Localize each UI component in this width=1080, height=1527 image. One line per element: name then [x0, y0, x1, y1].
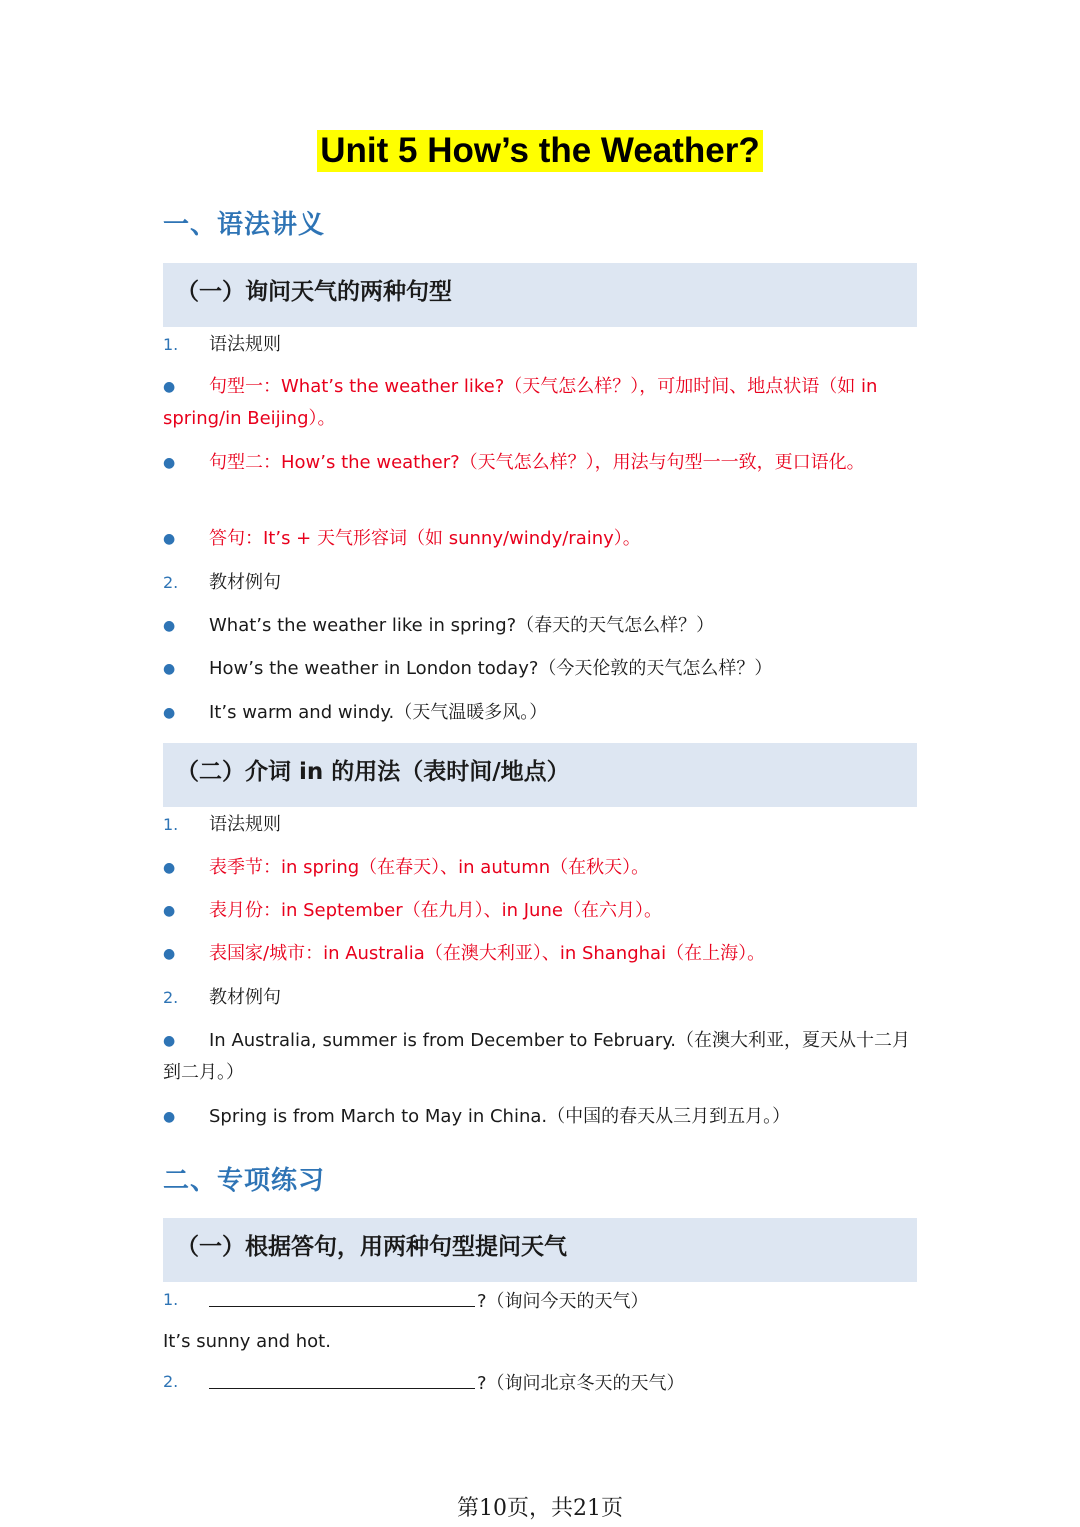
bullet-text: 句型一：What’s the weather like?（天气怎么样？），可加时间、地点状语（如 in spring/in Beijing）。 [163, 376, 878, 429]
list-number: 1. [163, 1290, 179, 1309]
bullet-icon: ● [163, 531, 176, 547]
list-item-examples [163, 567, 917, 599]
bullet-icon: ● [163, 1033, 176, 1049]
title-container [0, 130, 1080, 172]
bullet-icon: ● [163, 903, 176, 919]
bullet-item [163, 938, 917, 970]
bullet-text: Spring is from March to May in China.（中国的春天从三月到五月。） [209, 1106, 791, 1127]
list-item-rules [163, 329, 917, 361]
list-label: 语法规则 [209, 814, 281, 835]
subsection-heading-1: （一）询问天气的两种句型 [176, 279, 452, 305]
list-number: 2. [163, 573, 179, 592]
bullet-icon: ● [163, 618, 176, 634]
exercise-answer-1 [163, 1326, 917, 1358]
list-number: 2. [163, 1372, 179, 1391]
exercise-question-1 [163, 1284, 917, 1318]
list-number: 1. [163, 815, 179, 834]
page-title: Unit 5 How’s the Weather? [317, 130, 763, 172]
list-item-rules [163, 809, 917, 841]
bullet-icon: ● [163, 705, 176, 721]
list-label: 教材例句 [209, 572, 281, 593]
exercise-question-2 [163, 1366, 917, 1400]
bullet-text: 表国家/城市：in Australia（在澳大利亚）、in Shanghai（在上海）。 [209, 943, 766, 964]
subsection-heading-3: （一）根据答句，用两种句型提问天气 [176, 1234, 567, 1260]
bullet-icon: ● [163, 1109, 176, 1125]
list-item-examples [163, 982, 917, 1014]
bullet-text: It’s warm and windy.（天气温暖多风。） [209, 702, 548, 723]
list-number: 2. [163, 988, 179, 1007]
bullet-text: What’s the weather like in spring?（春天的天气怎么样？） [209, 615, 715, 636]
bullet-icon: ● [163, 661, 176, 677]
bullet-text: 答句：It’s + 天气形容词（如 sunny/windy/rainy）。 [209, 528, 641, 549]
bullet-item [163, 1101, 917, 1133]
bullet-icon: ● [163, 379, 176, 395]
bullet-item [163, 610, 917, 642]
bullet-text: 表季节：in spring（在春天）、in autumn（在秋天）。 [209, 857, 650, 878]
bullet-item [163, 447, 917, 479]
bullet-item [163, 371, 917, 435]
section-heading-practice: 二、专项练习 [163, 1166, 326, 1196]
bullet-icon: ● [163, 946, 176, 962]
question-hint: ?（询问今天的天气） [477, 1291, 649, 1312]
bullet-item [163, 523, 917, 555]
section-heading-grammar: 一、语法讲义 [163, 210, 326, 240]
bullet-icon: ● [163, 860, 176, 876]
list-label: 语法规则 [209, 334, 281, 355]
list-number: 1. [163, 335, 179, 354]
answer-blank-2[interactable] [209, 1366, 475, 1389]
question-hint: ?（询问北京冬天的天气） [477, 1373, 685, 1394]
bullet-icon: ● [163, 455, 176, 471]
page-footer: 第10页，共21页 [457, 1496, 623, 1521]
subsection-heading-2: （二）介词 in 的用法（表时间/地点） [176, 759, 570, 785]
answer-blank-1[interactable] [209, 1284, 475, 1307]
bullet-text: In Australia, summer is from December to February.（在澳大利亚，夏天从十二月到二月。） [163, 1030, 911, 1083]
bullet-item [163, 653, 917, 685]
bullet-text: 表月份：in September（在九月）、in June（在六月）。 [209, 900, 662, 921]
bullet-text: 句型二：How’s the weather?（天气怎么样？），用法与句型一一致，更口语化。 [209, 452, 865, 473]
bullet-item [163, 697, 917, 729]
list-label: 教材例句 [209, 987, 281, 1008]
answer-text: It’s sunny and hot. [163, 1331, 331, 1352]
bullet-item [163, 852, 917, 884]
bullet-text: How’s the weather in London today?（今天伦敦的天气怎么样？） [209, 658, 773, 679]
bullet-item [163, 895, 917, 927]
bullet-item [163, 1025, 917, 1089]
